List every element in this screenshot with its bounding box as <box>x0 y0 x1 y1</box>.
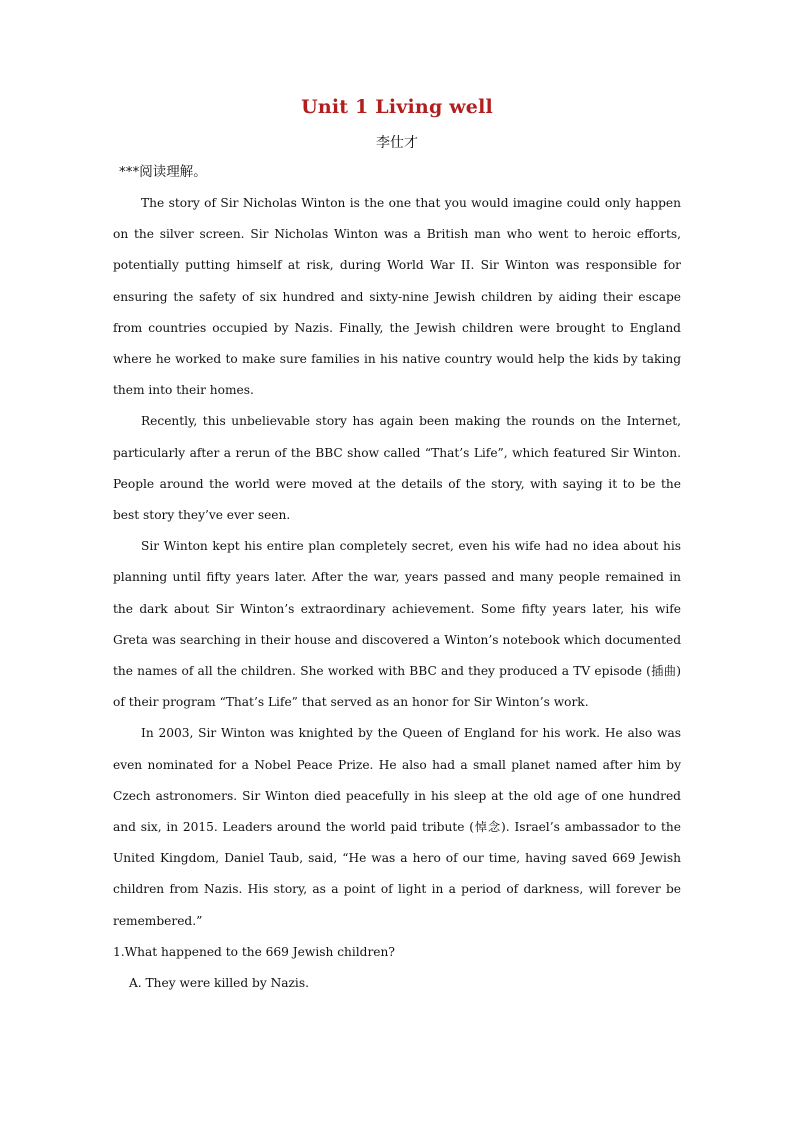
reading-passage <box>113 188 681 999</box>
passage-paragraph-2: Recently, this unbelievable story has again been making the rounds on the Internet, particularly after a rerun of the BBC show called “That’s Life”, which featured Sir Winton. People around the world were moved at the details of the story, with saying it to be the best story they’ve ever seen. <box>113 414 681 523</box>
passage-paragraph-4: In 2003, Sir Winton was knighted by the Queen of England for his work. He also was even nominated for a Nobel Peace Prize. He also had a small planet named after him by Czech astronomers. Sir Winton died peacefully in his sleep at the old age of one hundred and six, in 2015. Leaders around the world paid tribute (悼念). Israel’s ambassador to the United Kingdom, Daniel Taub, said, “He was a hero of our time, having saved 669 Jewish children from Nazis. His story, as a point of light in a period of darkness, will forever be remembered.” <box>113 726 681 928</box>
question-1: 1.What happened to the 669 Jewish children? <box>113 944 395 959</box>
passage-paragraph-3: Sir Winton kept his entire plan completely secret, even his wife had no idea about his planning until fifty years later. After the war, years passed and many people remained in the dark about Sir Winton’s extraordinary achievement. Some fifty years later, his wife Greta was searching in their house and discovered a Winton’s notebook which documented the names of all the children. She worked with BBC and they produced a TV episode (插曲) of their program “That’s Life” that served as an honor for Sir Winton’s work. <box>113 539 681 710</box>
answer-option-a: A. They were killed by Nazis. <box>129 976 309 991</box>
author-name: 李仕才 <box>376 135 418 151</box>
section-heading: ***阅读理解。 <box>119 164 207 180</box>
passage-paragraph-1: The story of Sir Nicholas Winton is the one that you would imagine could only happen on the silver screen. Sir Nicholas Winton was a British man who went to heroic efforts, potentially putting himself at risk, during World War II. Sir Winton was responsible for ensuring the safety of six hundred and sixty-nine Jewish children by aiding their escape from countries occupied by Nazis. Finally, the Jewish children were brought to England where he worked to make sure families in his native country would help the kids by taking them into their homes. <box>113 196 681 398</box>
document-title: Unit 1 Living well <box>301 96 493 118</box>
